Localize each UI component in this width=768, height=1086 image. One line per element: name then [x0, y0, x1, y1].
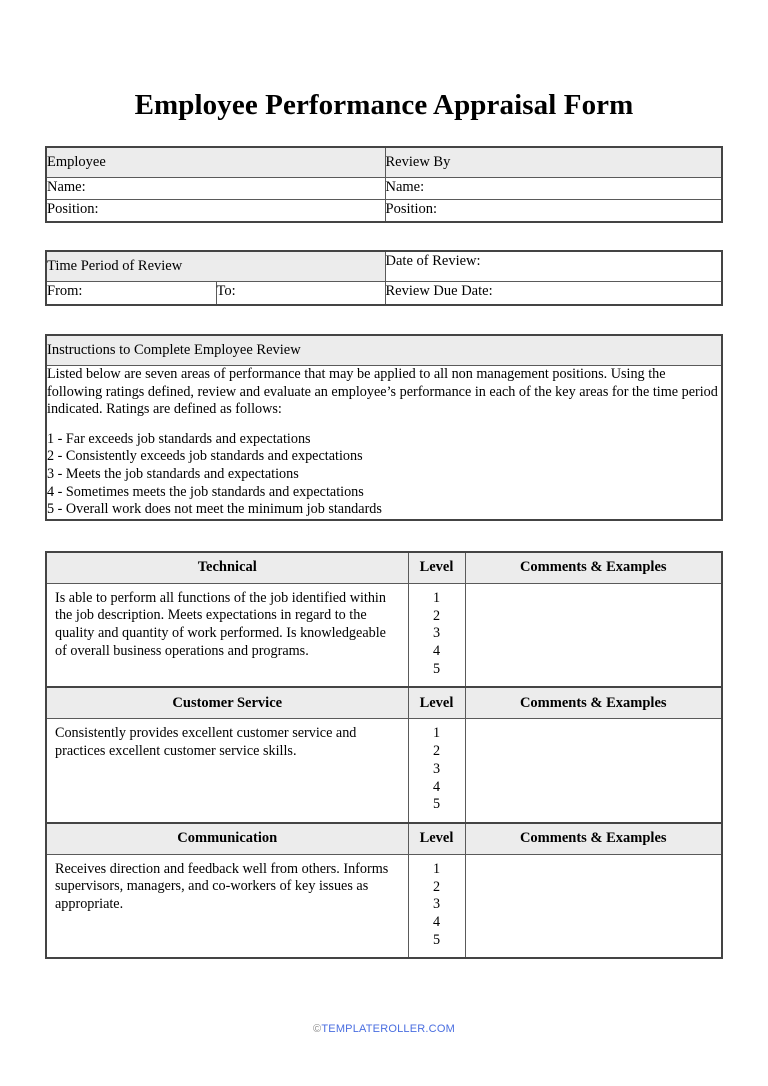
level-option[interactable]: 5: [432, 660, 441, 677]
instructions-table: [45, 334, 723, 521]
level-option[interactable]: 3: [432, 760, 441, 777]
list-item: 3 - Meets the job standards and expectations: [47, 465, 299, 482]
level-option[interactable]: 2: [432, 878, 441, 895]
comments-field-communication[interactable]: [465, 854, 722, 958]
list-item: 5 - Overall work does not meet the minimum job standards: [47, 501, 382, 518]
level-options-communication[interactable]: [408, 854, 465, 958]
level-option[interactable]: 4: [432, 778, 441, 795]
level-options-customer-service[interactable]: [408, 719, 465, 823]
table-row: [46, 200, 722, 223]
level-option[interactable]: 3: [432, 896, 441, 913]
rating-scale-list: [47, 431, 721, 519]
employee-header-cell: Employee: [46, 147, 385, 178]
comments-field-customer-service[interactable]: [465, 719, 722, 823]
performance-criteria-table: [45, 551, 723, 960]
employee-position-field[interactable]: Position:: [46, 200, 385, 223]
level-column-header: Level: [408, 687, 465, 719]
employee-info-table: [45, 146, 723, 223]
list-item: 4 - Sometimes meets the job standards and expectations: [47, 483, 364, 500]
brand-link[interactable]: TEMPLATEROLLER.COM: [321, 1023, 455, 1035]
reviewer-position-field[interactable]: Position:: [385, 200, 722, 223]
footer-watermark: [0, 1023, 768, 1035]
table-row: [46, 366, 722, 520]
level-option[interactable]: 4: [432, 914, 441, 931]
table-row: [46, 823, 722, 855]
comments-field-technical[interactable]: [465, 583, 722, 687]
table-row: [46, 854, 722, 958]
table-row: [46, 147, 722, 178]
level-column-header: Level: [408, 823, 465, 855]
time-period-header-cell: Time Period of Review: [46, 251, 385, 282]
criteria-description-technical: Is able to perform all functions of the job identified within the job description. Meets expectations in regard to the quality and quantity of work performed. Is knowledgeable of overall business operations and programs.: [46, 583, 408, 687]
level-options-technical[interactable]: [408, 583, 465, 687]
comments-column-header: Comments & Examples: [465, 687, 722, 719]
level-option[interactable]: 1: [432, 860, 441, 877]
level-option[interactable]: 2: [432, 607, 441, 624]
table-row: [46, 719, 722, 823]
employee-name-field[interactable]: Name:: [46, 178, 385, 200]
period-from-field[interactable]: From:: [46, 282, 216, 306]
reviewer-name-field[interactable]: Name:: [385, 178, 722, 200]
page-title: Employee Performance Appraisal Form: [134, 89, 634, 121]
date-of-review-field[interactable]: Date of Review:: [385, 251, 722, 282]
criteria-description-communication: Receives direction and feedback well from others. Informs supervisors, managers, and co-workers of key issues as appropriate.: [46, 854, 408, 958]
copyright-icon: ©: [313, 1023, 322, 1035]
criteria-title-customer-service: Customer Service: [46, 687, 408, 719]
period-to-field[interactable]: To:: [216, 282, 385, 306]
table-row: [46, 251, 722, 282]
table-row: [46, 335, 722, 366]
list-item: 2 - Consistently exceeds job standards and expectations: [47, 448, 363, 465]
criteria-title-technical: Technical: [46, 552, 408, 584]
review-by-header-cell: Review By: [385, 147, 722, 178]
criteria-title-communication: Communication: [46, 823, 408, 855]
level-option[interactable]: 2: [432, 743, 441, 760]
level-option[interactable]: 1: [432, 589, 441, 606]
table-row: [46, 282, 722, 306]
level-option[interactable]: 5: [432, 796, 441, 813]
instructions-header-cell: Instructions to Complete Employee Review: [46, 335, 722, 366]
criteria-description-customer-service: Consistently provides excellent customer service and practices excellent customer service skills.: [46, 719, 408, 823]
review-period-table: [45, 250, 723, 306]
level-option[interactable]: 4: [432, 643, 441, 660]
comments-column-header: Comments & Examples: [465, 552, 722, 584]
level-column-header: Level: [408, 552, 465, 584]
table-row: [46, 583, 722, 687]
table-row: [46, 178, 722, 200]
review-due-date-field[interactable]: Review Due Date:: [385, 282, 722, 306]
level-option[interactable]: 5: [432, 931, 441, 948]
instructions-body: [46, 366, 722, 520]
level-option[interactable]: 1: [432, 725, 441, 742]
comments-column-header: Comments & Examples: [465, 823, 722, 855]
table-row: [46, 552, 722, 584]
level-option[interactable]: 3: [432, 625, 441, 642]
table-row: [46, 687, 722, 719]
list-item: 1 - Far exceeds job standards and expectations: [47, 430, 311, 447]
instructions-paragraph: Listed below are seven areas of performance that may be applied to all non management positions. Using the following ratings defined, review and evaluate an employee’s performance in each of the key areas for the time period indicated. Ratings are defined as follows:: [47, 366, 718, 418]
